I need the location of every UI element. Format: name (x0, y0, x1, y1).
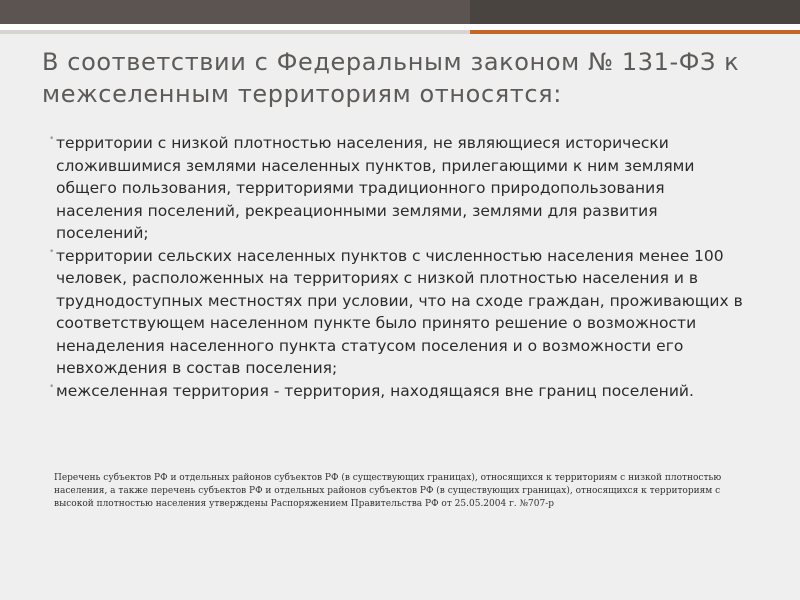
bullet-icon: • (49, 246, 55, 257)
footnote: Перечень субъектов РФ и отдельных районов субъектов РФ (в существующих границах), относящихся к территориям с низкой плотностью населения, а также перечень субъектов РФ и отдельных районов субъектов РФ (в существующих границах), относящихся к территориям с высокой плотностью населения утверждены Распоряжением Правительства РФ от 25.05.2004 г. №707-р (54, 473, 722, 509)
bullet-text: межселенная территория - территория, находящаяся вне границ поселений. (56, 381, 694, 400)
bullet-icon: • (49, 134, 55, 144)
bullet-text: территории сельских населенных пунктов с численностью населения менее 100 человек, расположенных на территориях с низкой плотностью населения и в труднодоступных местностях при условии, что на сходе граждан, проживающих в соответствующем населенном пункте было принято решение о возможности ненаделения населенного пункта статусом поселения и о возможности его невхождения в состав поселения; (56, 246, 743, 377)
header-stripe-accent (470, 30, 800, 34)
bullet-item (50, 132, 750, 245)
bullet-list (50, 132, 750, 402)
bullet-item (50, 245, 750, 380)
slide-title: В соответствии с Федеральным законом № 131-ФЗ к межселенным территориям относятся: (42, 48, 740, 108)
bullet-item (50, 380, 750, 403)
header-band-dark (470, 0, 800, 24)
header-stripe-light (0, 30, 470, 34)
bullet-text: территории с низкой плотностью населения, не являющиеся исторически сложившимися землями населенных пунктов, прилегающими к ним землями общего пользования, территориями традиционного природопользования населения поселений, рекреационными землями, землями для развития поселений; (56, 134, 695, 242)
bullet-icon: • (49, 381, 55, 392)
